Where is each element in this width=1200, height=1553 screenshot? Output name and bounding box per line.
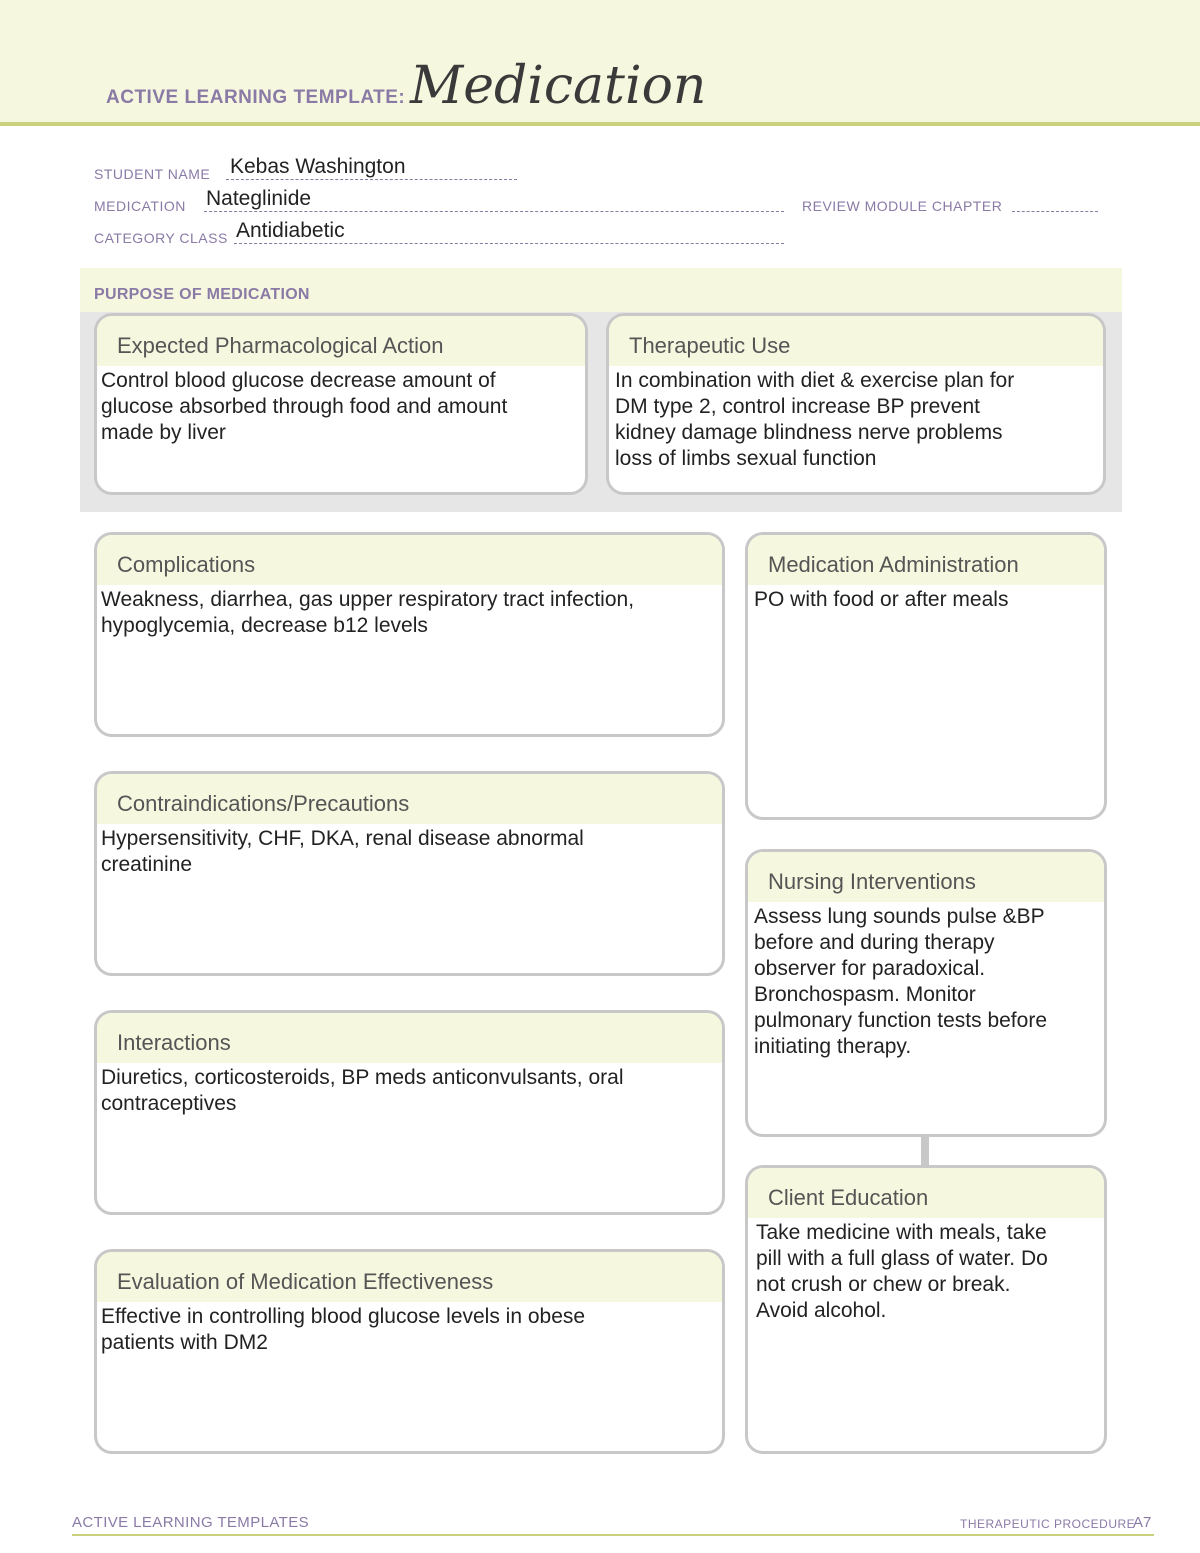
footer-left: ACTIVE LEARNING TEMPLATES (72, 1514, 309, 1531)
evaluation-card[interactable] (94, 1249, 725, 1454)
review-module-field[interactable] (802, 190, 1098, 216)
medication-value: Nateglinide (206, 187, 312, 210)
header-rule (0, 122, 1200, 126)
interactions-title: Interactions (97, 1013, 722, 1063)
complications-title: Complications (97, 535, 722, 585)
evaluation-body: Effective in controlling blood glucose levels in obese patients with DM2 (101, 1305, 586, 1354)
page-title: Medication (410, 56, 707, 116)
contraindications-body: Hypersensitivity, CHF, DKA, renal disease abnormal creatinine (101, 827, 584, 876)
nursing-interventions-card[interactable] (745, 849, 1107, 1137)
footer-rule (72, 1534, 1154, 1536)
purpose-title: PURPOSE OF MEDICATION (94, 286, 310, 303)
category-class-value: Antidiabetic (236, 219, 345, 242)
complications-card[interactable] (94, 532, 725, 737)
complications-body: Weakness, diarrhea, gas upper respiratory tract infection, hypoglycemia, decrease b12 levels (101, 588, 635, 637)
medication-label: MEDICATION (94, 198, 186, 214)
footer-right: THERAPEUTIC PROCEDURE (960, 1517, 1136, 1531)
medication-administration-body: PO with food or after meals (754, 588, 1009, 611)
contraindications-title: Contraindications/Precautions (97, 774, 722, 824)
medication-line (204, 211, 784, 212)
medication-administration-card[interactable] (745, 532, 1107, 820)
review-module-label: REVIEW MODULE CHAPTER (802, 198, 1003, 214)
client-education-body: Take medicine with meals, take pill with a full glass of water. Do not crush or chew or break. Avoid alcohol. (756, 1221, 1048, 1322)
interactions-card[interactable] (94, 1010, 725, 1215)
category-class-field[interactable] (94, 219, 784, 248)
expected-action-body: Control blood glucose decrease amount of glucose absorbed through food and amount made by liver (101, 369, 508, 444)
footer-page-number: A7 (1133, 1514, 1152, 1531)
expected-action-title: Expected Pharmacological Action (97, 316, 585, 366)
template-label: ACTIVE LEARNING TEMPLATE: (106, 87, 406, 108)
client-education-card[interactable] (745, 1165, 1107, 1454)
medication-administration-title: Medication Administration (748, 535, 1104, 585)
therapeutic-use-card[interactable] (606, 313, 1106, 495)
nursing-interventions-title: Nursing Interventions (748, 852, 1104, 902)
expected-action-card[interactable] (94, 313, 588, 495)
therapeutic-use-title: Therapeutic Use (609, 316, 1103, 366)
student-name-value: Kebas Washington (230, 155, 406, 178)
medication-field[interactable] (94, 187, 784, 216)
client-education-title: Client Education (748, 1168, 1104, 1218)
category-class-label: CATEGORY CLASS (94, 230, 228, 246)
review-module-line (1012, 211, 1098, 212)
connector-bar (921, 1136, 929, 1166)
student-name-field[interactable] (94, 155, 519, 184)
interactions-body: Diuretics, corticosteroids, BP meds anticonvulsants, oral contraceptives (101, 1066, 624, 1115)
contraindications-card[interactable] (94, 771, 725, 976)
evaluation-title: Evaluation of Medication Effectiveness (97, 1252, 722, 1302)
nursing-interventions-body: Assess lung sounds pulse &BP before and during therapy observer for paradoxical. Bronchospasm. Monitor pulmonary function tests before initiating therapy. (754, 905, 1047, 1058)
student-name-label: STUDENT NAME (94, 166, 211, 182)
student-name-line (226, 179, 517, 180)
category-class-line (234, 243, 784, 244)
therapeutic-use-body: In combination with diet & exercise plan for DM type 2, control increase BP prevent kidney damage blindness nerve problems loss of limbs sexual function (615, 369, 1015, 470)
